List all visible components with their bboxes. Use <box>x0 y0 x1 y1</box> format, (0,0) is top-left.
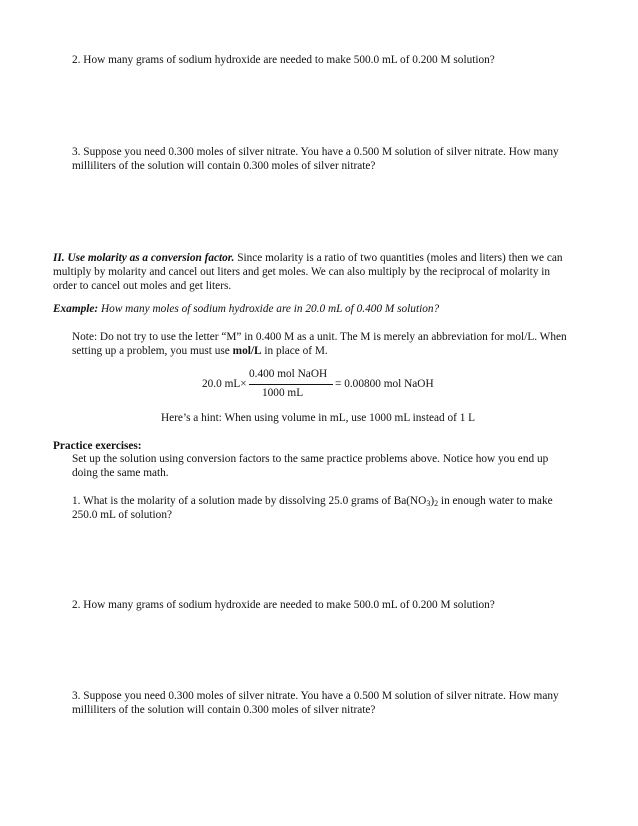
practice-question-1-line-1 <box>72 495 553 508</box>
practice-q1-text-end: in enough water to make <box>438 495 553 507</box>
equation-numerator: 0.400 mol NaOH <box>249 368 328 380</box>
note-unit-bold: mol/L <box>232 345 262 357</box>
practice-q1-subscript-2: 2 <box>434 499 439 508</box>
practice-intro-line-1: Set up the solution using conversion factors to the same practice problems above. Notice how you end up <box>72 453 549 465</box>
practice-question-2: 2. How many grams of sodium hydroxide are needed to make 500.0 mL of 0.200 M solution? <box>72 599 495 611</box>
note-line-1: Note: Do not try to use the letter “M” in 0.400 M as a unit. The M is merely an abbreviation for mol/L. When <box>72 331 567 343</box>
practice-q1-text-start: 1. What is the molarity of a solution made by dissolving 25.0 grams of Ba(NO <box>72 495 427 507</box>
question-3-line-1: 3. Suppose you need 0.300 moles of silver nitrate. You have a 0.500 M solution of silver nitrate. How many <box>72 146 559 158</box>
hint-text: Here’s a hint: When using volume in mL, use 1000 mL instead of 1 L <box>161 412 476 424</box>
note-line-2 <box>72 345 328 358</box>
practice-q1-paren: ) <box>430 495 435 507</box>
fraction-bar <box>249 384 333 385</box>
equation-denominator: 1000 mL <box>262 387 304 399</box>
example-line <box>53 303 439 316</box>
practice-heading: Practice exercises: <box>53 440 142 452</box>
section-2-heading: II. Use molarity as a conversion factor. <box>53 252 235 264</box>
question-3-line-2: milliliters of the solution will contain 0.300 moles of silver nitrate? <box>72 160 376 172</box>
practice-intro-line-2: doing the same math. <box>72 467 169 479</box>
section-2-intro-line-1 <box>53 252 563 265</box>
note-line-2-pre: setting up a problem, you must use <box>72 345 233 357</box>
equation-rhs: = 0.00800 mol NaOH <box>335 378 434 390</box>
section-2-intro-line-2: multiply by molarity and cancel out liters and get moles. We can also multiply by the reciprocal of molarity in <box>53 266 551 278</box>
section-2-intro-line-3: order to cancel out moles and get liters. <box>53 280 232 292</box>
question-2-text: 2. How many grams of sodium hydroxide are needed to make 500.0 mL of 0.200 M solution? <box>72 54 495 66</box>
equation-lhs: 20.0 mL× <box>202 378 247 390</box>
section-2-intro-rest: Since molarity is a ratio of two quantities (moles and liters) then we can <box>234 252 563 264</box>
example-label: Example: <box>53 303 99 315</box>
example-question: How many moles of sodium hydroxide are in 20.0 mL of 0.400 M solution? <box>98 303 440 315</box>
note-line-2-post: in place of M. <box>261 345 328 357</box>
practice-question-1-line-2: 250.0 mL of solution? <box>72 509 172 521</box>
practice-question-3-line-2: milliliters of the solution will contain 0.300 moles of silver nitrate? <box>72 704 376 716</box>
practice-q1-subscript-1: 3 <box>426 499 431 508</box>
practice-question-3-line-1: 3. Suppose you need 0.300 moles of silver nitrate. You have a 0.500 M solution of silver nitrate. How many <box>72 690 559 702</box>
